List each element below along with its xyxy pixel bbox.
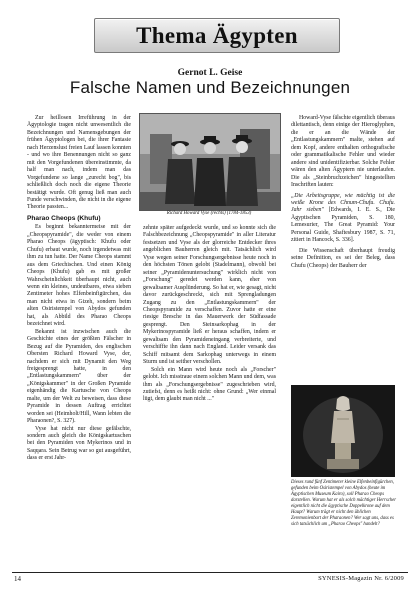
paragraph: Howard-Vyse fälschte eigentlich überaus dilettantisch, denn einige der Hieroglyphen, die er an die Wände der „Entlastungskammern" malte, stehen auf dem Kopf, andere enthalten orthografische oder grammatikalische Fehler und wieder andere sind unidentifizierbar. Solche Fehler wären den alten Ägyptern nie unterlaufen. Die als „Steinbruchzeichen" hingestellten Inschriften lauten:	[291, 115, 395, 189]
paragraph: Es beginnt bekanntermeise mit der „Cheopspyramide", die weder von einem Pharao Cheops (ägyptisch: Khufu oder Chufu) erbaut wurde, noch irgendetwas mit ihm zu tun hatte. Der Name Cheops stammt aus dem Griechischen. Und einen König Cheops (Khufu) gab es mit großer Wahrscheinlichkeit überhaupt nicht, auch wenn ein kleines, undeutbares, etwa sieben Zentimeter hohes Elfenbeinfigürchen, das man nicht etwa in Gizeh, sondern beim alten Osiristempel von Abydos gefunden hat, als Abbild des Pharao Cheops bezeichnet wird.	[27, 224, 131, 328]
paragraph: Solch ein Mann wird heute noch als „Forscher" gelobt. Ich misstraue einem solchen Mann und dem, was ihm als „Forschungsergebnisse" zugeschrieben wird, zutiefst, denn es heißt nicht: ohne Grund: „Wer einmal lügt, dem glaubt man nicht ..."	[143, 366, 276, 403]
text-column-3	[291, 115, 395, 270]
citation: [Edwards, I. E. S., Die Ägyptischen Pyramiden, S. 180, Lemesurier, The Great Pyramid: Your Personal Guide, Shaftesbury 1987, S. 71, zitiert in Hancock, S. 336].	[291, 207, 396, 244]
ivory-figurine-illustration	[291, 385, 395, 477]
text-column-2	[143, 225, 276, 404]
subheading: Pharao Cheops (Khufu)	[27, 214, 101, 222]
text-column-1	[27, 115, 131, 463]
figurine-caption: Dieses rund fünf Zentimeter kleine Elfenbeinfigürchen, gefunden beim Osiristempel von Abydos (heute im Ägyptischen Museum Kairo), soll Pharao Cheops darstellen. Warum hat er als solch mächtiger Herrscher eigentlich nicht die ägyptische Doppelkrone auf dem Haupt? Warum trägt er nicht den üblichen Zeremonienbart der Pharaonen? Wer sagt uns, dass es sich tatsächlich um „Pharao Cheops" handelt?	[291, 480, 397, 527]
paragraph: Bekannt ist inzwischen auch die Geschichte eines der größten Fälscher in Bezug auf die Pyramiden, des englischen Obersten Richard Howard Vyse, der, nachdem er sich mit Dynamit den Weg freigesprengt hatte, in den „Entlastungskammern" über der „Königskammer" in der Großen Pyramide eigenhändig die Kartusche von Cheops malte, um der Welt zu beweisen, dass diese Pyramide in dessen Auftrag errichtet worden sei (Heimholt/Hill, Wann lebten die Pharaonen?, S. 327).	[27, 328, 131, 425]
vyse-photo	[139, 113, 281, 211]
footer-rule	[12, 572, 408, 573]
paragraph: Die Wissenschaft überhaupt freudig seine Definition, es sei der Beleg, dass Chufu (Cheops) der Bauherr der	[291, 247, 395, 269]
article-title: Falsche Namen und Bezeichnungen	[69, 78, 351, 97]
men-in-suits-illustration	[140, 114, 280, 210]
section-banner	[94, 18, 340, 53]
figurine-photo	[291, 385, 395, 477]
paragraph: Zur heillosen Irreführung in der Ägyptologie tragen nicht unwesentlich die Bezeichnungen und Namensgebungen der frühen Ägyptologen bei, die ihrer Fantasie nach Herzenslust freien Lauf lassen konnten - und wo ihre Benennungen nicht so ganz mit den Vorgefundenen übereinstimmte, da half man nach, indem man das Vorgefundene so lange „zurecht bog", bis schließlich doch noch die eigene Theorie bestätigt wurde. Oft genug ließ man auch Funde verschwinden, die nicht in die eigene Theorie passten...	[27, 115, 131, 211]
magazine-issue: SYNESIS-Magazin Nr. 6/2009	[318, 575, 404, 582]
page-number: 14	[14, 575, 21, 583]
section-title: Thema Ägypten	[136, 22, 298, 48]
paragraph: Vyse hat nicht nur diese gefälschte, sondern auch gleich die Königskartuschen bei den Pyramiden von Mykerinos und in Saqqara. Sein Betrug war so gut ausgeführt, dass er erst Jahr-	[27, 425, 131, 462]
photo-caption: Richard Howard Vyse (rechts) (1784-1853)	[166, 211, 252, 216]
inscription-quote: „Die Arbeitsgruppe, wie mächtig ist die weiße Krone des Chnum-Chufu. Chufu. Jahr sieben"	[291, 192, 395, 214]
article-author: Gernot L. Geise	[177, 68, 243, 78]
paragraph: zehnte später aufgedeckt wurde, und so konnte sich die Falschbezeichnung „Cheopspyramide" in aller Literatur festsetzen und Vyse als der glorreiche Entdecker ihres angeblichen Bauherren gleich mit. Tatsächlich wird Vyse wegen seiner Forschungsergebnisse heute noch in den höchsten Tönen gelobt (Stadelmann), obwohl bei seiner „Pyramidenuntersuchung" wirklich nicht von „Forschung" geredet werden kann, eher von gewaltsamer Ausplünderung. So hat er, wie gesagt, nicht davor zurückgeschreckt, sich mit Sprengladungen Zugang zu den „Entlastungskammern" der Cheopspyramide zu verschaffen. Zuvor hatte er eine riesige Bresche in das Mauerwerk der Südfassade gesprengt. Den Steinsarkophag in der Mykerinospyramide ließ er heraus schaffen, indem er gewaltsam den Pyramideneingang verbreiterte, und verschiffte ihn dann nach England. Leider versank das Schiff mitsamt dem Sarkophag unterwegs in einem Sturm und ist seither verschollen.	[143, 225, 276, 366]
